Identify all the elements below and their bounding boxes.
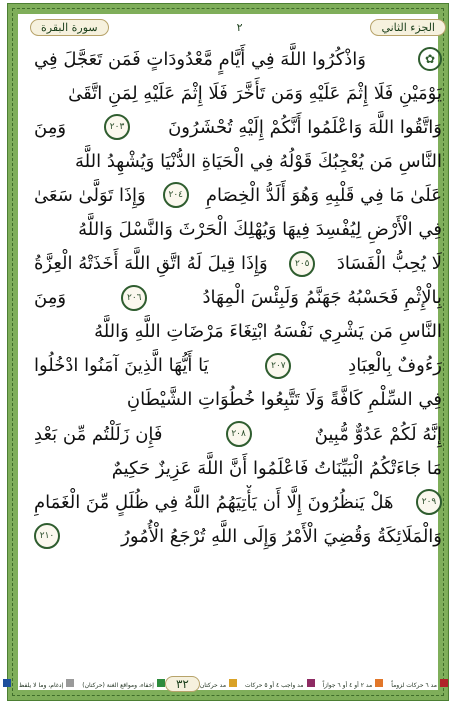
verse-text: فِي الْأَرْضِ لِيُفْسِدَ فِيهَا وَيُهْلِكَ الْحَرْثَ وَالنَّسْلَ وَاللَّهُ: [78, 219, 442, 241]
verse-text: هَلْ يَنظُرُونَ إِلَّا أَن يَأْتِيَهُمُ اللَّهُ فِي ظُلَلٍ مِّنَ الْغَمَامِ: [34, 491, 394, 513]
verse-text: يَا أَيُّهَا الَّذِينَ آمَنُوا ادْخُلُوا: [34, 355, 209, 377]
page-footer: [8, 672, 448, 696]
rub-el-hizb-icon: [418, 47, 442, 71]
text-line: [34, 144, 442, 178]
legend-swatch: [375, 679, 383, 687]
verse-text: فِي السِّلْمِ كَافَّةً وَلَا تَتَّبِعُوا خُطُوَاتِ الشَّيْطَانِ: [126, 389, 442, 411]
verse-text: عَلَىٰ مَا فِي قَلْبِهِ وَهُوَ أَلَدُّ الْخِصَامِ: [205, 184, 442, 206]
legend-item: [245, 679, 314, 689]
legend-label: مد حركتان: [199, 682, 227, 689]
legend-swatch: [66, 679, 74, 687]
ayah-number-marker: ٢٠٨: [226, 421, 252, 447]
verse-text: وَمِنَ: [34, 116, 67, 138]
surah-title: سورة البقرة: [30, 19, 109, 36]
text-line: [34, 76, 442, 110]
ayah-number-marker: ٢٠٣: [104, 114, 130, 140]
decorative-border: [8, 4, 448, 700]
legend-item: [323, 679, 384, 689]
ayah-number-marker: ٢٠٧: [265, 353, 291, 379]
legend-swatch: [229, 679, 237, 687]
tajweed-legend-right: [200, 679, 448, 689]
ayah-number-marker: ٢٠٦: [121, 285, 147, 311]
verse-text: النَّاسِ مَن يَشْرِي نَفْسَهُ ابْتِغَاءَ مَرْضَاتِ اللَّهِ وَاللَّهُ: [94, 321, 442, 343]
verse-text: مَا جَاءَتْكُمُ الْبَيِّنَاتُ فَاعْلَمُوا أَنَّ اللَّهَ عَزِيزٌ حَكِيمٌ: [111, 457, 442, 479]
legend-item: [0, 679, 11, 689]
verse-text: بِالْإِثْمِ فَحَسْبُهُ جَهَنَّمُ وَلَبِئْسَ الْمِهَادُ: [202, 287, 442, 309]
legend-item: [200, 679, 237, 689]
verse-text: النَّاسِ مَن يُعْجِبُكَ قَوْلُهُ فِي الْحَيَاةِ الدُّنْيَا وَيُشْهِدُ اللَّهَ: [75, 150, 442, 172]
page-number: ٣٢: [165, 676, 200, 692]
legend-label: مد واجب ٤ أو ٥ حركات: [245, 682, 304, 689]
legend-swatch: [440, 679, 448, 687]
legend-swatch: [307, 679, 315, 687]
legend-swatch: [157, 679, 165, 687]
text-line: [34, 281, 442, 315]
quran-text-block: [34, 42, 442, 656]
verse-text: وَاذْكُرُوا اللَّهَ فِي أَيَّامٍ مَّعْدُودَاتٍ فَمَن تَعَجَّلَ فِي: [34, 48, 366, 70]
page-header: [30, 16, 446, 38]
text-line: [34, 178, 442, 212]
legend-label: إخفاء، ومواقع الغنة (حركتان): [82, 682, 154, 689]
text-line: [34, 451, 442, 485]
legend-label: إدغام، وما لا يلفظ: [18, 682, 64, 689]
legend-swatch: [3, 679, 11, 687]
text-line: [34, 417, 442, 451]
verse-text: يَوْمَيْنِ فَلَا إِثْمَ عَلَيْهِ وَمَن تَأَخَّرَ فَلَا إِثْمَ عَلَيْهِ لِمَنِ اتَّقَىٰ: [68, 82, 442, 104]
verse-text: فَإِن زَلَلْتُم مِّن بَعْدِ: [34, 423, 163, 445]
legend-label: مد ٢ أو ٤ أو ٦ جوازاً: [322, 682, 373, 689]
verse-text: وَإِذَا قِيلَ لَهُ اتَّقِ اللَّهَ أَخَذَتْهُ الْعِزَّةُ: [34, 253, 268, 275]
legend-item: [19, 679, 74, 689]
verse-text: وَالْمَلَائِكَةُ وَقُضِيَ الْأَمْرُ وَإِلَى اللَّهِ تُرْجَعُ الْأُمُورُ: [121, 525, 442, 547]
juz-title: الجزء الثاني: [370, 19, 446, 36]
text-line: [34, 315, 442, 349]
verse-text: لَا يُحِبُّ الْفَسَادَ: [336, 253, 442, 275]
verse-text: وَمِنَ: [34, 287, 67, 309]
ayah-number-marker: ٢٠٤: [163, 182, 189, 208]
tajweed-legend-left: [0, 679, 165, 689]
page-marker: ٢: [236, 20, 243, 34]
text-line: [34, 349, 442, 383]
ayah-number-marker: ٢٠٥: [289, 251, 315, 277]
text-line: [34, 519, 442, 553]
text-line: [34, 110, 442, 144]
text-line: [34, 42, 442, 76]
legend-item: [82, 679, 165, 689]
text-line: [34, 485, 442, 519]
verse-text: وَاتَّقُوا اللَّهَ وَاعْلَمُوا أَنَّكُمْ إِلَيْهِ تُحْشَرُونَ: [168, 116, 442, 138]
text-line: [34, 383, 442, 417]
verse-text: إِنَّهُ لَكُمْ عَدُوٌّ مُّبِينٌ: [314, 423, 442, 445]
legend-item: [391, 679, 448, 689]
verse-text: رَءُوفٌ بِالْعِبَادِ: [348, 355, 442, 377]
ayah-number-marker: ٢٠٩: [416, 489, 442, 515]
text-line: [34, 212, 442, 246]
text-line: [34, 247, 442, 281]
verse-text: وَإِذَا تَوَلَّىٰ سَعَىٰ: [34, 184, 146, 206]
legend-label: مد ٦ حركات لزوماً: [391, 682, 437, 689]
ayah-number-marker: ٢١٠: [34, 523, 60, 549]
